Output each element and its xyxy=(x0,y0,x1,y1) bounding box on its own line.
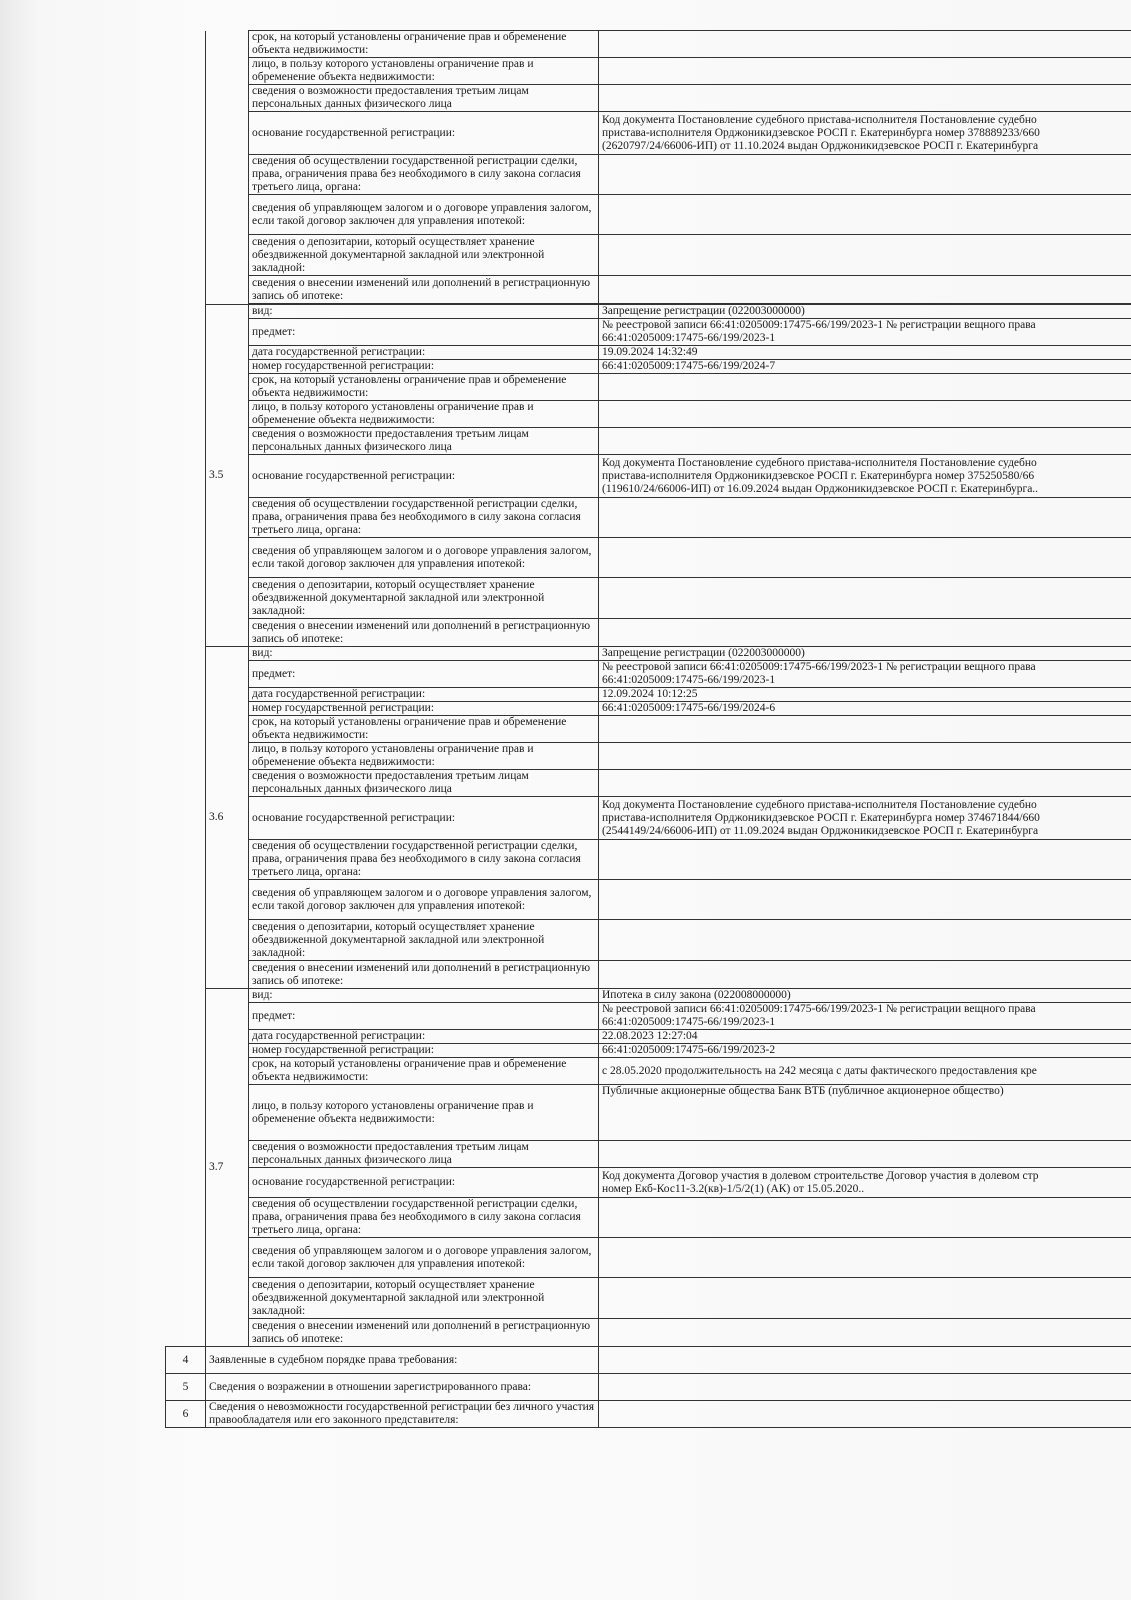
table-row xyxy=(166,85,1131,112)
table-row: сведения о внесении изменений или дополнений в регистрационную запись об ипотеке: xyxy=(166,1319,1131,1347)
section-number: 3.7 xyxy=(206,989,249,1347)
table-row: сведения о внесении изменений или дополнений в регистрационную запись об ипотеке: xyxy=(166,619,1131,647)
table-row: сведения об управляющем залогом и о договоре управления залогом, если такой договор заключен для управления ипотекой: xyxy=(166,538,1131,578)
table-row: сведения о возможности предоставления третьим лицам персональных данных физического лица xyxy=(166,428,1131,455)
section-number: 3.5 xyxy=(206,305,249,647)
table-row: основание государственной регистрации: Код документа Постановление судебного пристава-исполнителя Постановление судебно пристава-исполнителя Орджоникидзевское РОСП г. Екатеринбурга номер 374671844/660 (2544149/24/66006-ИП) от 11.09.2024 выдан Орджоникидзевское РОСП г. Екатеринбурга xyxy=(166,797,1131,840)
table-row: 3.5 вид: Запрещение регистрации (022003000000) xyxy=(166,305,1131,319)
table-row xyxy=(166,155,1131,195)
section-number: 3.6 xyxy=(206,647,249,989)
row-number: 4 xyxy=(166,1347,206,1374)
field-label: лицо, в пользу которого установлены ограничение прав и обременение объекта недвижимости: xyxy=(249,58,599,85)
table-row: сведения об осуществлении государственной регистрации сделки, права, ограничения права без необходимого в силу закона согласия третьего лица, органа: xyxy=(166,1198,1131,1238)
table-row: сведения о депозитарии, который осуществляет хранение обездвиженной документарной закладной или электронной закладной: xyxy=(166,1278,1131,1319)
field-label: сведения об управляющем залогом и о договоре управления залогом, если такой договор заключен для управления ипотекой: xyxy=(249,195,599,235)
table-row: номер государственной регистрации: 66:41:0205009:17475-66/199/2024-6 xyxy=(166,702,1131,716)
table-row: основание государственной регистрации: Код документа Договор участия в долевом строительстве Договор участия в долевом стр номер Екб-Кос11-3.2(кв)-1/5/2(1) (АК) от 15.05.2020.. xyxy=(166,1168,1131,1198)
table-row: основание государственной регистрации: Код документа Постановление судебного пристава-исполнителя Постановление судебно пристава-исполнителя Орджоникидзевское РОСП г. Екатеринбурга номер 375250580/66 (119610/24/66006-ИП) от 16.09.2024 выдан Орджоникидзевское РОСП г. Екатеринбурга.. xyxy=(166,455,1131,498)
table-row: предмет: № реестровой записи 66:41:0205009:17475-66/199/2023-1 № регистрации вещного права 66:41:0205009:17475-66/199/2023-1 xyxy=(166,1003,1131,1030)
table-row: 5 Сведения о возражении в отношении зарегистрированного права: xyxy=(166,1374,1131,1401)
field-label: сведения о внесении изменений или дополнений в регистрационную запись об ипотеке: xyxy=(249,276,599,304)
table-row: сведения об управляющем залогом и о договоре управления залогом, если такой договор заключен для управления ипотекой: xyxy=(166,1238,1131,1278)
field-label: сведения об осуществлении государственной регистрации сделки, права, ограничения права без необходимого в силу закона согласия третьего лица, органа: xyxy=(249,155,599,195)
table-row: 3.6 вид: Запрещение регистрации (022003000000) xyxy=(166,647,1131,661)
table-row: сведения о внесении изменений или дополнений в регистрационную запись об ипотеке: xyxy=(166,961,1131,989)
table-row: дата государственной регистрации: 19.09.2024 14:32:49 xyxy=(166,346,1131,360)
osnovanie-value: Код документа Постановление судебного пристава-исполнителя Постановление судебно пристава-исполнителя Орджоникидзевское РОСП г. Екатеринбурга номер 378889233/660 (2620797/24/66006-ИП) от 11.10.2024 выдан Орджоникидзевское РОСП г. Екатеринбурга xyxy=(599,112,1131,155)
table-row: номер государственной регистрации: 66:41:0205009:17475-66/199/2024-7 xyxy=(166,360,1131,374)
table-row: срок, на который установлены ограничение прав и обременение объекта недвижимости: с 28.05.2020 продолжительность на 242 месяца с даты фактического предоставления кре xyxy=(166,1058,1131,1085)
table-row: лицо, в пользу которого установлены ограничение прав и обременение объекта недвижимости: xyxy=(166,401,1131,428)
table-row xyxy=(166,58,1131,85)
table-row xyxy=(166,31,1131,58)
table-row: сведения об осуществлении государственной регистрации сделки, права, ограничения права без необходимого в силу закона согласия третьего лица, органа: xyxy=(166,498,1131,538)
table-row: сведения о депозитарии, который осуществляет хранение обездвиженной документарной закладной или электронной закладной: xyxy=(166,578,1131,619)
beneficiary-value: Публичные акционерные общества Банк ВТБ (публичное акционерное общество) xyxy=(602,1085,1004,1097)
registry-extract-table xyxy=(165,30,1131,1428)
table-row: сведения о возможности предоставления третьим лицам персональных данных физического лица xyxy=(166,770,1131,797)
table-row: 4 Заявленные в судебном порядке права требования: xyxy=(166,1347,1131,1374)
field-label: сведения о возможности предоставления третьим лицам персональных данных физического лица xyxy=(249,85,599,112)
table-row: 6 Сведения о невозможности государственной регистрации без личного участия правообладателя или его законного представителя: xyxy=(166,1401,1131,1428)
field-label: основание государственной регистрации: xyxy=(249,112,599,155)
table-row: лицо, в пользу которого установлены ограничение прав и обременение объекта недвижимости: Публичные акционерные общества Банк ВТБ (публичное акционерное общество) xyxy=(166,1085,1131,1141)
row-number: 6 xyxy=(166,1401,206,1428)
table-row: 3.7 вид: Ипотека в силу закона (022008000000) xyxy=(166,989,1131,1003)
table-row: сведения о возможности предоставления третьим лицам персональных данных физического лица xyxy=(166,1141,1131,1168)
table-row: лицо, в пользу которого установлены ограничение прав и обременение объекта недвижимости: xyxy=(166,743,1131,770)
row-number: 5 xyxy=(166,1374,206,1401)
table-row: сведения об управляющем залогом и о договоре управления залогом, если такой договор заключен для управления ипотекой: xyxy=(166,880,1131,920)
table-row: сведения о депозитарии, который осуществляет хранение обездвиженной документарной закладной или электронной закладной: xyxy=(166,920,1131,961)
table-row: срок, на который установлены ограничение прав и обременение объекта недвижимости: xyxy=(166,716,1131,743)
table-row xyxy=(166,112,1131,155)
table-row: дата государственной регистрации: 12.09.2024 10:12:25 xyxy=(166,688,1131,702)
table-row: предмет: № реестровой записи 66:41:0205009:17475-66/199/2023-1 № регистрации вещного права 66:41:0205009:17475-66/199/2023-1 xyxy=(166,661,1131,688)
table-row: предмет: № реестровой записи 66:41:0205009:17475-66/199/2023-1 № регистрации вещного права 66:41:0205009:17475-66/199/2023-1 xyxy=(166,319,1131,346)
table-row: номер государственной регистрации: 66:41:0205009:17475-66/199/2023-2 xyxy=(166,1044,1131,1058)
table-row xyxy=(166,276,1131,304)
field-label: срок, на который установлены ограничение прав и обременение объекта недвижимости: xyxy=(249,31,599,58)
field-label: сведения о депозитарии, который осуществляет хранение обездвиженной документарной закладной или электронной закладной: xyxy=(249,235,599,276)
table-row: сведения об осуществлении государственной регистрации сделки, права, ограничения права без необходимого в силу закона согласия третьего лица, органа: xyxy=(166,840,1131,880)
table-row: срок, на который установлены ограничение прав и обременение объекта недвижимости: xyxy=(166,374,1131,401)
encumbrance-table xyxy=(165,30,1131,1428)
table-row xyxy=(166,195,1131,235)
table-row: дата государственной регистрации: 22.08.2023 12:27:04 xyxy=(166,1030,1131,1044)
table-row xyxy=(166,235,1131,276)
